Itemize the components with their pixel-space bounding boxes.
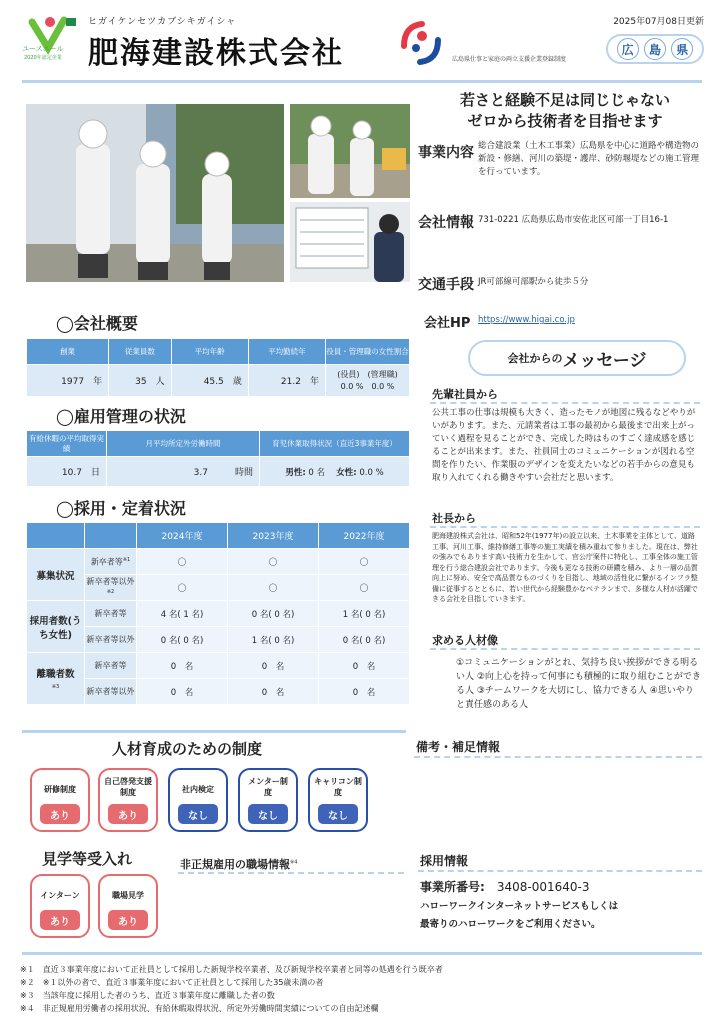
th-founded: 創業 bbox=[27, 339, 109, 365]
employment-table bbox=[26, 430, 410, 487]
company-kana: ヒガイケンセツカブシキガイシャ bbox=[88, 17, 237, 27]
note4: ※4 bbox=[290, 859, 298, 866]
pref-char: 県 bbox=[671, 38, 693, 60]
th-blank bbox=[27, 523, 85, 549]
company-info-label: 会社情報 bbox=[418, 215, 474, 231]
message-small: 会社からの bbox=[507, 352, 563, 365]
hp-label: 会社HP bbox=[424, 316, 471, 331]
footnote-mark: ※２ bbox=[20, 978, 35, 987]
hiring-line1: ハローワークインターネットサービスもしくは bbox=[420, 901, 619, 912]
female-mgr-value: 0.0 % bbox=[371, 381, 395, 391]
training-label: 社内検定 bbox=[182, 785, 214, 794]
office-number bbox=[420, 878, 589, 895]
th-paid-leave: 有給休暇の平均取得実績 bbox=[27, 431, 107, 457]
boshu-new-2024: 〇 bbox=[137, 549, 228, 575]
footnote bbox=[20, 990, 275, 1001]
footer-divider bbox=[22, 952, 702, 955]
senpai-title: 先輩社員から bbox=[432, 388, 498, 401]
business-label: 事業内容 bbox=[418, 145, 474, 161]
th-employees: 従業員数 bbox=[109, 339, 171, 365]
avg-tenure-unit: 年 bbox=[309, 377, 319, 387]
training-label: キャリコン制度 bbox=[314, 777, 362, 797]
visit-label: インターン bbox=[40, 891, 80, 900]
divider bbox=[430, 526, 700, 528]
row-rishoku bbox=[27, 653, 85, 705]
training-label: 研修制度 bbox=[44, 785, 76, 794]
th-avg-age: 平均年齢 bbox=[171, 339, 248, 365]
footnote-text: 当該年度に採用した者のうち、直近３事業年度に離職した者の数 bbox=[42, 991, 275, 1000]
recruit-title: ◯採用・定着状況 bbox=[56, 499, 186, 518]
company-address: 731-0221 広島県広島市安佐北区可部一丁目16-1 bbox=[478, 215, 669, 225]
boshu-other-2024: 〇 bbox=[137, 575, 228, 601]
message-big: メッセージ bbox=[562, 350, 647, 371]
training-value: なし bbox=[178, 804, 218, 824]
ideal-title: 求める人材像 bbox=[432, 634, 498, 647]
note2: ※2 bbox=[106, 588, 115, 595]
founded-unit: 年 bbox=[93, 377, 103, 387]
logo-sub: 2020年認定企業 bbox=[24, 55, 62, 61]
sub-new: 新卒者等 bbox=[85, 601, 137, 627]
saiyo-other-2023: 1 名( 0 名) bbox=[228, 627, 319, 653]
rishoku-other-2023: 0 名 bbox=[228, 679, 319, 705]
employees-cell bbox=[109, 365, 171, 397]
training-label: メンター制度 bbox=[248, 777, 288, 797]
divider bbox=[22, 730, 406, 733]
sub-new-label: 新卒者等 bbox=[90, 557, 123, 567]
president-title: 社長から bbox=[432, 512, 476, 525]
nonregular-title bbox=[180, 856, 297, 872]
training-card bbox=[308, 768, 368, 832]
saiyo-other-2022: 0 名( 0 名) bbox=[319, 627, 410, 653]
recruit-table bbox=[26, 522, 410, 705]
footnote-text: 非正規雇用労働者の採用状況、有給休暇取得状況、所定外労働時間実績についての自由記述欄 bbox=[42, 1004, 379, 1013]
saiyo-new-2024: 4 名( 1 名) bbox=[137, 601, 228, 627]
rishoku-other-2024: 0 名 bbox=[137, 679, 228, 705]
overtime-unit: 時間 bbox=[234, 468, 253, 478]
visit-value: あり bbox=[40, 910, 80, 930]
hp-link[interactable]: https://www.higai.co.jp bbox=[478, 315, 575, 325]
visit-value: あり bbox=[108, 910, 148, 930]
catch-line2: ゼロから技術者を目指せます bbox=[467, 112, 663, 130]
divider bbox=[418, 870, 702, 872]
message-banner bbox=[468, 340, 686, 376]
th-blank2 bbox=[85, 523, 137, 549]
employees-unit: 人 bbox=[155, 377, 165, 387]
th-year-2022: 2022年度 bbox=[319, 523, 410, 549]
office-no: 3408-001640-3 bbox=[496, 880, 590, 894]
boshu-other-2022: 〇 bbox=[319, 575, 410, 601]
th-overtime: 月平均所定外労働時間 bbox=[107, 431, 260, 457]
th-female-ratio: 役員・管理職の女性割合 bbox=[326, 339, 410, 365]
avg-age-cell bbox=[171, 365, 248, 397]
visit-title: 見学等受入れ bbox=[42, 850, 133, 868]
visit-card bbox=[98, 874, 158, 938]
employees-value: 35 bbox=[135, 377, 147, 387]
training-card bbox=[238, 768, 298, 832]
nonregular-title-text: 非正規雇用の職場情報 bbox=[180, 858, 290, 871]
visit-card bbox=[30, 874, 90, 938]
footnote-mark: ※４ bbox=[20, 1004, 35, 1013]
female-ratio-cell bbox=[326, 365, 410, 397]
rishoku-new-2024: 0 名 bbox=[137, 653, 228, 679]
rishoku-label: 離職者数 bbox=[36, 669, 75, 680]
senpai-text: 公共工事の仕事は規模も大きく、造ったモノが地図に残るなどやりがいがあります。また、元請業者は工事の最初から最後まで出来上がっていく過程を見ることができ、完成した時はものすごく達成感を感じることが出来ます。また、社員同士のコミュニケーションが図れる空間を作りたい、作業服のデザインを変えたいなどの若手からの意見も取り入れてくれる働きやすい会社だと思います。 bbox=[432, 408, 696, 483]
workers-photo bbox=[26, 104, 284, 282]
remarks-title: 備考・補足情報 bbox=[416, 740, 501, 754]
saiyo-new-2023: 0 名( 0 名) bbox=[228, 601, 319, 627]
overtime-value: 3.7 bbox=[193, 468, 208, 478]
training-card bbox=[168, 768, 228, 832]
row-boshu: 募集状況 bbox=[27, 549, 85, 601]
access-text: JR可部線可部駅から徒歩５分 bbox=[478, 277, 589, 287]
avg-age-unit: 歳 bbox=[232, 377, 242, 387]
footnote bbox=[20, 1003, 379, 1014]
training-card bbox=[30, 768, 90, 832]
training-value: なし bbox=[248, 804, 288, 824]
employment-title: ◯雇用管理の状況 bbox=[56, 407, 186, 426]
pref-char: 広 bbox=[617, 38, 639, 60]
rishoku-other-2022: 0 名 bbox=[319, 679, 410, 705]
cert-text: 広島県仕事と家庭の両立支援企業登録制度 bbox=[452, 56, 567, 63]
family-support-icon bbox=[394, 16, 448, 68]
pref-char: 島 bbox=[644, 38, 666, 60]
saiyo-new-2022: 1 名( 0 名) bbox=[319, 601, 410, 627]
sub-other: 新卒者等以外 bbox=[85, 627, 137, 653]
sub-other-label: 新卒者等以外 bbox=[86, 576, 135, 586]
training-card bbox=[98, 768, 158, 832]
avg-age-value: 45.5 bbox=[203, 377, 224, 387]
boshu-new-2023: 〇 bbox=[228, 549, 319, 575]
footnote-text: ※１以外の者で、直近３事業年度において正社員として採用した35歳未満の者 bbox=[42, 978, 324, 987]
president-text: 肥海建設株式会社は、昭和52年(1977年)の設立以来、土木事業を主体として、道路工事、河川工事、維持修繕工事等の施工実績を積み重ねて参りました。現在は、弊社の強みでもあります高い技術力を生かして、官公庁案件に特化し、工事全体の施工管理を行う総合建設会社であります。今後も更なる技術の研鑽を積み、より一層の品質向上に努め、安全で高品質なものづくりを目指し、地域の活性化に繋がるインフラ整備に従事するとともに、若い世代から経験豊かなベテランまで、多様な人材が活躍できる会社を目指していきます。 bbox=[432, 532, 698, 603]
training-title: 人材育成のための制度 bbox=[112, 740, 263, 758]
th-year-2023: 2023年度 bbox=[228, 523, 319, 549]
sub-new: 新卒者等 bbox=[85, 653, 137, 679]
catch-line1: 若さと経験不足は同じじゃない bbox=[459, 91, 670, 109]
male-unit: 名 bbox=[316, 467, 326, 478]
female-mgr-label: (管理職) bbox=[367, 369, 398, 379]
divider bbox=[430, 402, 700, 404]
overview-title: ◯会社概要 bbox=[56, 314, 138, 333]
prefecture-badge bbox=[606, 34, 704, 64]
access-label: 交通手段 bbox=[418, 277, 474, 293]
visit-label: 職場見学 bbox=[112, 891, 144, 900]
header-divider bbox=[22, 80, 702, 83]
founded-cell bbox=[27, 365, 109, 397]
female-value: 0.0 bbox=[359, 467, 373, 478]
boshu-new-2022: 〇 bbox=[319, 549, 410, 575]
office-photo bbox=[290, 202, 410, 282]
office-label: 事業所番号: bbox=[420, 880, 485, 894]
male-label: 男性: bbox=[285, 467, 306, 478]
founded-value: 1977 bbox=[61, 377, 85, 387]
divider bbox=[178, 872, 404, 874]
logo-text: ユースエール bbox=[22, 45, 64, 53]
updated-date: 2025年07月08日更新 bbox=[613, 17, 704, 27]
rishoku-new-2022: 0 名 bbox=[319, 653, 410, 679]
paid-leave-unit: 日 bbox=[90, 468, 100, 478]
th-avg-tenure: 平均勤続年 bbox=[248, 339, 325, 365]
note3: ※3 bbox=[51, 684, 60, 690]
ideal-text: ①コミュニケーションがとれ、気持ち良い挨拶ができる明るい人 ②向上心を持って何事にも積極的に取り組むことができる人 ③チームワークを大切にし、協力できる人 ④思いやりと責任感のある人 bbox=[456, 658, 701, 710]
sub-new bbox=[85, 549, 137, 575]
row-saiyo: 採用者数(うち女性) bbox=[27, 601, 85, 653]
footnote bbox=[20, 964, 443, 975]
th-childcare: 育児休業取得状況（直近3事業年度） bbox=[260, 431, 410, 457]
th-year-2024: 2024年度 bbox=[137, 523, 228, 549]
note1: ※1 bbox=[122, 557, 131, 564]
boshu-other-2023: 〇 bbox=[228, 575, 319, 601]
training-value: あり bbox=[40, 804, 80, 824]
site-photo bbox=[290, 104, 410, 198]
catch-copy bbox=[420, 90, 710, 132]
training-value: あり bbox=[108, 804, 148, 824]
training-label: 自己啓発支援制度 bbox=[104, 777, 152, 797]
divider bbox=[430, 648, 700, 650]
female-unit: % bbox=[375, 467, 384, 478]
overview-table bbox=[26, 338, 410, 397]
paid-leave-cell bbox=[27, 457, 107, 487]
footnote-mark: ※３ bbox=[20, 991, 35, 1000]
divider bbox=[414, 756, 702, 758]
footnote bbox=[20, 977, 323, 988]
avg-tenure-value: 21.2 bbox=[280, 377, 301, 387]
rishoku-new-2023: 0 名 bbox=[228, 653, 319, 679]
female-label: 女性: bbox=[336, 467, 357, 478]
avg-tenure-cell bbox=[248, 365, 325, 397]
male-value: 0 bbox=[308, 467, 314, 478]
paid-leave-value: 10.7 bbox=[61, 468, 82, 478]
female-exec-value: 0.0 % bbox=[340, 381, 364, 391]
female-exec-label: (役員) bbox=[337, 369, 360, 379]
sub-other bbox=[85, 575, 137, 601]
saiyo-other-2024: 0 名( 0 名) bbox=[137, 627, 228, 653]
business-text: 総合建設業（土木工事業）広島県を中心に道路や構造物の新設・修繕、河川の築堤・護岸、砂防堰堤などの施工管理を行っています。 bbox=[478, 141, 700, 177]
overtime-cell bbox=[107, 457, 260, 487]
footnote-text: 直近３事業年度において正社員として採用した新規学校卒業者、及び新規学校卒業者と同等の処遇を行う既卒者 bbox=[42, 965, 443, 974]
training-value: なし bbox=[318, 804, 358, 824]
hiring-line2: 最寄りのハローワークをご利用ください。 bbox=[420, 919, 601, 930]
hiring-title: 採用情報 bbox=[420, 854, 469, 868]
footnote-mark: ※１ bbox=[20, 965, 35, 974]
childcare-cell bbox=[260, 457, 410, 487]
sub-other: 新卒者等以外 bbox=[85, 679, 137, 705]
company-name: 肥海建設株式会社 bbox=[88, 36, 344, 71]
